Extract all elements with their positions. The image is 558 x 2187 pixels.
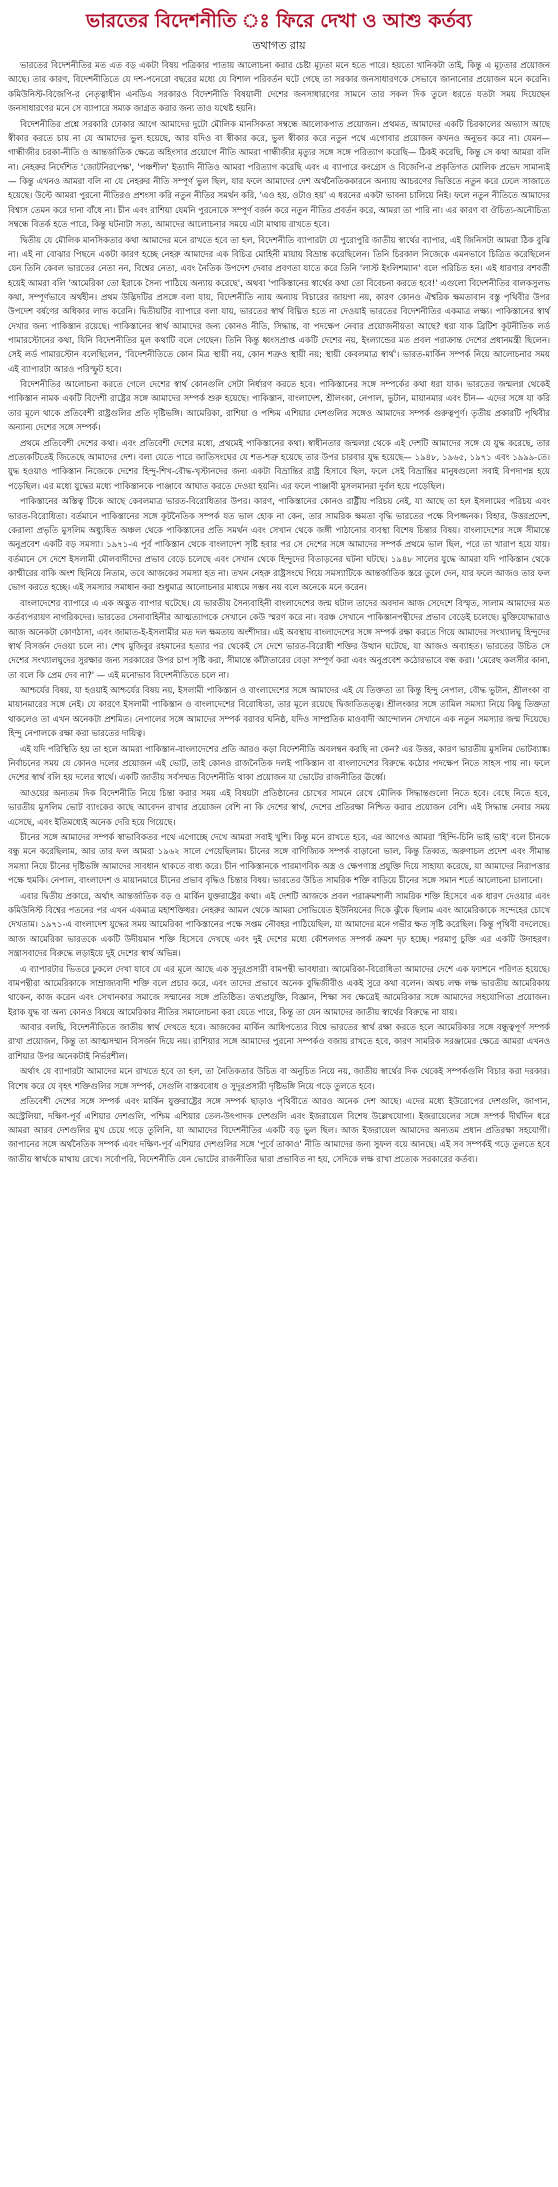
article-byline: তথাগত রায় bbox=[252, 39, 306, 52]
article-paragraph: পাকিস্তানের অস্তিত্ব টিকে আছে কেবলমাত্র ভারত-বিরোধিতার উপর। কারণ, পাকিস্তানের কোনও রাষ্ট্রীয় পরিচয় নেই, যা আছে তা হল ইসলামের পরিচয় এবং ভারত-বিরোধিতা। বর্তমানে পাকিস্তানের সঙ্গে কূটনৈতিক সম্পর্ক যত ভাল হোক না কেন, তার সামরিক ক্ষমতা বৃদ্ধি ভারতের পক্ষে বিপজ্জনক। বিহার, উত্তরপ্রদেশ, কেরালা প্রভৃতি মুসলিম অধ্যুষিত অঞ্চল থেকে পাকিস্তানের প্রতি সমর্থন এবং সেখান থেকে জঙ্গী পাঠানোর ব্যবস্থা বিশেষ চিন্তার বিষয়। বাংলাদেশের সঙ্গে সীমান্তে অনুপ্রবেশ একটি বড় সমস্যা। ১৯৭১-এ পূর্ব পাকিস্তান থেকে বাংলাদেশ সৃষ্টি হবার পর সে দেশের সঙ্গে আমাদের সম্পর্ক প্রথমে ভাল ছিল, পরে তা খারাপ হয়ে যায়। বর্তমানে সে দেশে ইসলামী মৌলবাদীদের প্রভাব বেড়ে চলেছে এবং সেখান থেকে হিন্দুদের বিতাড়নের ঘটনা ঘটছে। ১৯৪৮ সালের যুদ্ধে আমরা যদি পাকিস্তান থেকে কাশ্মীরের বাকি অংশ ছিনিয়ে নিতাম, তবে আজকের সমস্যা হত না। তখন নেহরু রাষ্ট্রসংঘে গিয়ে সমস্যাটিকে আন্তর্জাতিক স্তরে তুলে দেন, যার ফলে আজও তার ফল ভোগ করতে হচ্ছে। এই সমস্যার সমাধান করা শুধুমাত্র আলোচনার মাধ্যমে সম্ভব নয় বলে অনেকে মনে করেন। bbox=[8, 496, 550, 593]
article-paragraph: বাংলাদেশের ব্যাপারে এ এক অদ্ভুত ব্যাপার ঘটেছে। যে ভারতীয় সৈন্যবাহিনী বাংলাদেশের জন্ম ঘটাল তাদের অবদান আজ সেদেশে বিস্মৃত, সালাম আমাদের মত কর্তব্যপরায়ণ নাগরিকদের। ভারতের সেনাবাহিনীর আত্মত্যাগকে সেখানে কেউ স্মরণ করে না। বরঞ্চ সেখানে পাকিস্তানপন্থীদের প্রভাব বেড়েই চলেছে। মুক্তিযোদ্ধারাও আজ অনেকটা কোণঠাসা, এবং জামাত-ই-ইসলামীর মত দল ক্ষমতায় অংশীদার। এই অবস্থায় বাংলাদেশের সঙ্গে সম্পর্ক রক্ষা করতে গিয়ে আমাদের সংখ্যালঘু হিন্দুদের স্বার্থ বিসর্জন দেওয়া চলে না। শেখ মুজিবুর রহমানের হত্যার পর থেকেই সে দেশে ভারত-বিরোধী শক্তির উত্থান ঘটেছে, যা আজও অব্যাহত। ভারতের উচিত সে দেশের সংখ্যালঘুদের সুরক্ষার জন্য সরকারের উপর চাপ সৃষ্টি করা, সীমান্তে কাঁটাতারের বেড়া সম্পূর্ণ করা এবং অনুপ্রবেশ কঠোরভাবে বন্ধ করা। 'মেরেছ কলসীর কানা, তা বলে কি প্রেম দেব না?' — এই মনোভাব বিদেশনীতিতে চলে না। bbox=[8, 597, 550, 680]
article-paragraph: অর্থাৎ যে ব্যাপারটা আমাদের মনে রাখতে হবে তা হল, তা নৈতিকতার উচিত বা অনুচিত নিয়ে নয়, জাতীয় স্বার্থের দিক থেকেই সম্পর্কগুলি বিচার করা দরকার। বিশেষ করে যে বৃহৎ শক্তিগুলির সঙ্গে সম্পর্ক, সেগুলি বাস্তববোধ ও সুদূরপ্রসারী দৃষ্টিভঙ্গি নিয়ে গড়ে তুলতে হবে। bbox=[8, 1066, 550, 1091]
article-body bbox=[8, 58, 550, 1166]
article-paragraph: এ ব্যাপারটার ভিতরে ঢুকলে দেখা যাবে যে এর মূলে আছে এক সুদূরপ্রসারী বামপন্থী ভাবধারা। আমেরিকা-বিরোধিতা আমাদের দেশে এক ফ্যাশনে পরিণত হয়েছে। বামপন্থীরা আমেরিকাকে সাম্রাজ্যবাদী শক্তি বলে প্রচার করে, এবং তাদের প্রভাবে অনেক বুদ্ধিজীবীও একই সুরে কথা বলেন। অথচ লক্ষ লক্ষ ভারতীয় আমেরিকায় থাকেন, কাজ করেন এবং সেখানকার সমাজে সম্মানের সঙ্গে প্রতিষ্ঠিত। তথ্যপ্রযুক্তি, বিজ্ঞান, শিক্ষা সব ক্ষেত্রেই আমেরিকার সঙ্গে আমাদের সহযোগিতা প্রয়োজন। ইরাক যুদ্ধ বা অন্য কোনও বিষয়ে আমেরিকার নীতির সমালোচনা করা যেতে পারে, কিন্তু তা যেন আমাদের জাতীয় স্বার্থের বিরুদ্ধে না যায়। bbox=[8, 963, 550, 1017]
article-paragraph: প্রতিবেশী দেশের সঙ্গে সম্পর্ক এবং মার্কিন যুক্তরাষ্ট্রের সঙ্গে সম্পর্ক ছাড়াও পৃথিবীতে আরও অনেক দেশ আছে। এদের মধ্যে ইউরোপের দেশগুলি, জাপান, অস্ট্রেলিয়া, দক্ষিণ-পূর্ব এশিয়ার দেশগুলি, পশ্চিম এশিয়ার তেল-উৎপাদক দেশগুলি এবং ইজরায়েল বিশেষ উল্লেখযোগ্য। ইজরায়েলের সঙ্গে সম্পর্ক দীর্ঘদিন ধরে আমরা আরব দেশগুলির মুখ চেয়ে গড়ে তুলিনি, যা আমাদের বিদেশনীতির একটি বড় ভুল ছিল। আজ ইজরায়েল আমাদের অন্যতম প্রধান প্রতিরক্ষা সহযোগী। জাপানের সঙ্গে অর্থনৈতিক সম্পর্ক এবং দক্ষিণ-পূর্ব এশিয়ার দেশগুলির সঙ্গে 'পূর্বে তাকাও' নীতি আমাদের জন্য সুফল বয়ে আনছে। এই সব সম্পর্কই গড়ে তুলতে হবে জাতীয় স্বার্থকে মাথায় রেখে। সর্বোপরি, বিদেশনীতি যেন ভোটের রাজনীতির দ্বারা প্রভাবিত না হয়, সেদিকে লক্ষ রাখা প্রত্যেক সরকারের কর্তব্য। bbox=[8, 1096, 550, 1164]
article-paragraph: আওয়ের অন্যতম দিক বিদেশনীতি নিয়ে চিন্তা করার সময় এই বিষয়টা প্রতিষ্ঠানের চোখের সামনে রেখে মৌলিক সিদ্ধান্তগুলো নিতে হবে। বেছে নিতে হবে, ভারতীয় মুসলিম ভোট ব্যাংকের কাছে আবেদন রাখার প্রয়োজন বেশি না কি দেশের স্বার্থ, দেশের প্রতিরক্ষা নিশ্চিত করার প্রয়োজন বেশি। এই সিদ্ধান্ত নেবার সময় এসেছে, এবং ইতিমধ্যেই অনেক দেরি হয়ে গিয়েছে। bbox=[8, 787, 550, 827]
article-paragraph: চীনের সঙ্গে আমাদের সম্পর্ক স্বাভাবিকতর পথে এগোচ্ছে দেখে আমরা সবাই খুশি। কিন্তু মনে রাখতে হবে, এর আগেও আমরা 'হিন্দি-চিনি ভাই ভাই' বলে চীনকে বন্ধু মনে করেছিলাম, আর তার ফল আমরা ১৯৬২ সালে পেয়েছিলাম। চীনের সঙ্গে বাণিজ্যিক সম্পর্ক বাড়ানো ভাল, কিন্তু তিব্বত, অরুণাচল প্রদেশ এবং সীমান্ত সমস্যা নিয়ে চীনের দৃষ্টিভঙ্গি আমাদের সাবধান থাকতে বাধ্য করে। চীন পাকিস্তানকে পারমাণবিক অস্ত্র ও ক্ষেপণাস্ত্র প্রযুক্তি দিয়ে সাহায্য করেছে, যা আমাদের নিরাপত্তার পক্ষে হুমকি। নেপাল, বাংলাদেশ ও মায়ানমারে চীনের প্রভাব বৃদ্ধিও চিন্তার বিষয়। ভারতের উচিত সামরিক শক্তি বাড়িয়ে চীনের সঙ্গে সমান শর্তে আলোচনা চালানো। bbox=[8, 832, 551, 886]
article-paragraph: ভারতের বিদেশনীতির মত এত বড় একটা বিষয় পত্রিকার পাতায় আলোচনা করার চেষ্টা মূঢ়তা মনে হতে পারে। হয়তো খানিকটা তাই, কিন্তু এ মূঢ়তার প্রয়োজন আছে। তার কারণ, বিদেশনীতিতে যে দশ-পনেরো বছরের মধ্যে যে বিশাল পরিবর্তন ঘটে গেছে তা সরকার জনসাধারণকে সেভাবে জানানোর প্রয়োজন মনে করেনি। কমিউনিস্ট-বিজেপি-র নেতৃত্বাধীন এনডিএ সরকারও বিদেশনীতি বিষয়ালী দেশের জনসাধারণের সামনে তার সকল দিক তুলে ধরতে যতটা সময় দিয়েছেন জনসাধারণের মনে সে ব্যাপারে সম্যক জাগ্রত করার জন্য তাও যথেষ্ট হয়নি। bbox=[8, 60, 550, 114]
article-paragraph: আশ্চর্যের বিষয়, যা হওয়াই আশ্চর্যের বিষয় নয়, ইসলামী পাকিস্তান ও বাংলাদেশের সঙ্গে আমাদের এই যে তিক্ততা তা কিন্তু হিন্দু নেপাল, বৌদ্ধ ভুটান, শ্রীলংকা বা মায়ানমারের সঙ্গে নেই। যে কারণে ইসলামী পাকিস্তান ও বাংলাদেশের বিরোধিতা, তার মূলে রয়েছে দ্বিজাতিতত্ত্ব। শ্রীলংকার সঙ্গে তামিল সমস্যা নিয়ে কিছু তিক্ততা থাকলেও তা এখন অনেকটা প্রশমিত। নেপালের সঙ্গে আমাদের সম্পর্ক বরাবর ঘনিষ্ঠ, যদিও সাম্প্রতিক মাওবাদী আন্দোলন সেখানে এক নতুন সমস্যার জন্ম দিয়েছে। হিন্দু নেপালকে রক্ষা করা ভারতের দায়িত্ব। bbox=[8, 685, 550, 739]
article-paragraph: প্রথমে প্রতিবেশী দেশের কথা। এবং প্রতিবেশী দেশের মধ্যে, প্রথমেই পাকিস্তানের কথা। স্বাধীনতার জন্মলগ্ন থেকে এই দেশটি আমাদের সঙ্গে যে যুদ্ধ করেছে, তার প্রত্যেকটিতেই জিতেছে আমাদের দেশ। বলা যেতে পারে জাতিসংঘের যে শত-শত্রু হয়েছে তার উপর চারবার যুদ্ধ হয়েছে— ১৯৪৮, ১৯৬৫, ১৯৭১ এবং ১৯৯৯-তে। যুদ্ধ হওয়াও পাকিস্তান নিজেকে দেশের হিন্দু-শিখ-বৌদ্ধ-খৃস্টানদের জন্য একটা বিভ্রান্তির রাষ্ট্র হিসাবে ছিল, ফলে সেই বিভ্রান্তির মানুষগুলো সবাই বিপদাপন্ন হয়ে পড়েছিল। এর মধ্যে যুদ্ধের মধ্যে পাকিস্তানকে পাঞ্জাবে আঘাত করতে দেওয়া হয়নি। এর ফলে পাঞ্জাবী মুসলমানরা দুর্বল হয়ে পড়েছিল। bbox=[8, 437, 550, 491]
article-paragraph: দ্বিতীয় যে মৌলিক মানসিকতার কথা আমাদের মনে রাখতে হবে তা হল, বিদেশনীতি ব্যাপারটা যে পুরোপুরি জাতীয় স্বার্থের ব্যাপার, এই জিনিসটা আমরা ঠিক বুঝি না। এই না বোঝার পিছনে একটা কারণ হচ্ছে নেহরু আমাদের এক বিচিত্র মোহিনী মায়ায় বিভ্রান্ত করেছিলেন। তিনি চিরকাল নিজেকে এমনভাবে চিত্রিত করেছিলেন যেন তিনি কেবল ভারতের নেতা নন, বিশ্বের নেতা, এবং নৈতিক উপদেশ দেবার প্রবণতা যাতে করে তিনি 'লাস্ট ইংলিশম্যান' বলে পরিচিত হন। এই ধারণার বশবর্তী হয়েই আমরা বলি 'আমেরিকা তো ইরাকে সৈন্য পাঠিয়ে অন্যায় করেছে', অথবা 'পাকিস্তানের স্বার্থের কথা তো বিবেচনা করতে হবে!' এগুলো বিদেশনীতির বালকসুলভ কথা, সম্পূর্ণভাবে অর্থহীন। প্রথম উদ্ভিদটির প্রসঙ্গে বলা যায়, বিদেশনীতি ন্যায় অন্যায় বিচারের জায়গা নয়, কারণ কোনও ঐশ্বরিক ক্ষমতাবান বস্তু পৃথিবীর উপর উপদেশ বর্ষণের অধিকার লাভ করেনি। দ্বিতীয়টির ব্যাপারে বলা যায়, ভারতের স্বার্থ বিঘ্নিত হতে না দেওয়াই ভারতের বিদেশনীতির একমাত্র লক্ষ্য। পাকিস্তানের স্বার্থ দেখার জন্য পাকিস্তান রয়েছে। পাকিস্তানের স্বার্থ আমাদের জন্য কোনও নীতি, সিদ্ধান্ত, বা পদক্ষেপ নেবার প্রয়োজনীয়তা আছে? ধরা যাক ব্রিটিশ কূটনীতিক লর্ড পামারস্টোনের কথা, যিনি বিদেশনীতির মূল কথাটি বলে গেছেন। তিনি কিন্তু ধ্বংসপ্রাপ্ত একটি দেশের নয়, ইংল্যান্ডের মত প্রবল পরাক্রান্ত দেশের প্রধানমন্ত্রী ছিলেন। সেই লর্ড পামারস্টোন বলেছিলেন, 'বিদেশনীতিতে কোন মিত্র স্থায়ী নয়, কোন শত্রুও স্থায়ী নয়; স্থায়ী কেবলমাত্র স্বার্থ'। ভারত-মার্কিন সম্পর্ক নিয়ে আলোচনার সময় এই ব্যাপারটা আরও পরিস্ফুট হবে। bbox=[8, 234, 550, 374]
article-paragraph: আবার বলছি, বিদেশনীতিতে জাতীয় স্বার্থ দেখতে হবে। আজকের মার্কিন আধিপত্যের বিশ্বে ভারতের স্বার্থ রক্ষা করতে হলে আমেরিকার সঙ্গে বন্ধুত্বপূর্ণ সম্পর্ক রাখা প্রয়োজন, কিন্তু তা আত্মসম্মান বিসর্জন দিয়ে নয়। রাশিয়ার সঙ্গে আমাদের পুরনো সম্পর্কও বজায় রাখতে হবে, কারণ সামরিক সরঞ্জামের ক্ষেত্রে আমরা এখনও রাশিয়ার উপর অনেকটাই নির্ভরশীল। bbox=[8, 1022, 550, 1061]
article-headline: ভারতের বিদেশনীতি ঃ ফিরে দেখা ও আশু কর্তব্য bbox=[86, 10, 472, 32]
article-paragraph: বিদেশনীতির আলোচনা করতে গেলে দেশের স্বার্থ কোনগুলি সেটা নির্ধারণ করতে হবে। পাকিস্তানের সঙ্গে সম্পর্কের কথা ধরা যাক। ভারতের জন্মলগ্ন থেকেই পাকিস্তান নামক একটি বিদেশী রাষ্ট্রের সঙ্গে আমাদের সম্পর্ক শুরু হয়েছে। পাকিস্তান, বাংলাদেশ, শ্রীলংকা, নেপাল, ভুটান, মায়ানমার এবং চীন— এদের সঙ্গে যা করি তার মূলে থাকে প্রতিবেশী রাষ্ট্রগুলির প্রতি দৃষ্টিভঙ্গি। আমেরিকা, রাশিয়া ও পশ্চিম এশিয়ার দেশগুলির সঙ্গেও আমাদের সম্পর্ক গুরুত্বপূর্ণ। তৃতীয় প্রকারটি পৃথিবীর অন্যান্য দেশের সঙ্গে সম্পর্ক। bbox=[8, 379, 550, 433]
article-paragraph: এবার দ্বিতীয় প্রকারে, অর্থাৎ আন্তর্জাতিক বড় ও মার্কিন যুক্তরাষ্ট্রের কথা। এই দেশটি আজকে প্রবল পরাক্রমশালী সামরিক শক্তি হিসেবে এক ধারণ দেওয়ার এবং কমিউনিস্ট বিশ্বের পতনের পর এখন একমাত্র মহাশক্তিধর। নেহরুর আমল থেকে আমরা সোভিয়েত ইউনিয়নের দিকে ঝুঁকে ছিলাম এবং আমেরিকাকে সন্দেহের চোখে দেখতাম। ১৯৭১-এ বাংলাদেশ যুদ্ধের সময় আমেরিকা পাকিস্তানের পক্ষে সপ্তম নৌবহর পাঠিয়েছিল, যা আমাদের মনে গভীর ক্ষত সৃষ্টি করেছিল। কিন্তু পৃথিবী বদলেছে। আজ আমেরিকা ভারতকে একটি উদীয়মান শক্তি হিসেবে দেখছে এবং দুই দেশের মধ্যে কৌশলগত সম্পর্ক ক্রমশ দৃঢ় হচ্ছে। পরমাণু চুক্তি এর একটি উদাহরণ। সন্ত্রাসবাদের বিরুদ্ধে লড়াইয়ে দুই দেশের স্বার্থ অভিন্ন। bbox=[8, 890, 550, 959]
article-paragraph: এই যদি পরিস্থিতি হয় তা হলে আমরা পাকিস্তান-বাংলাদেশের প্রতি আরও কড়া বিদেশনীতি অবলম্বন করছি না কেন? এর উত্তর, কারণ ভারতীয় মুসলিম ভোটব্যাঙ্ক। নির্বাচনের সময় যে কোনও দলের প্রয়োজন এই ভোট, তাই কোনও রাজনৈতিক দলই পাকিস্তান বা বাংলাদেশের বিরুদ্ধে কঠোর পদক্ষেপ নিতে সাহস পায় না। ফলে দেশের স্বার্থ বলি হয় দলের স্বার্থে। একটি জাতীয় সর্বসম্মত বিদেশনীতি থাকা প্রয়োজন যা ভোটের রাজনীতির ঊর্ধ্বে। bbox=[8, 743, 550, 783]
article-paragraph: বিদেশনীতির প্রশ্নে সরকারি ঢোকার আগে আমাদের দুটো মৌলিক মানসিকতা সম্বন্ধে আলোকপাত প্রয়োজন। প্রথমত, আমাদের একটি চিরকালের অভ্যাস আছে স্বীকার করতে চায় না যে আমাদের ভুল হয়েছে, আর যদিও বা স্বীকার করে, ভুল স্বীকার করে নতুন পথে এগোবার প্রয়োজন কখনও অনুভব করে না। যেমন— গান্ধীজীর চরকা-নীতি ও আন্তর্জাতিক ক্ষেত্রে অহিংসার প্রয়োগে নীতি আমরা গান্ধীজীর মৃত্যুর সঙ্গে সঙ্গে পরিত্যাগ করেছি— ঠিকই করেছি, কিন্তু সে কথা আমরা বলি না। নেহরুর নির্দেশিত 'জোটনিরপেক্ষ', 'পঞ্চশীল' ইত্যাদি নীতিও আমরা পরিত্যাগ করেছি এবং এ ব্যাপারে কংগ্রেস ও বিজেপি-র প্রকৃতিগত মোলিক প্রভেদ সামান্যই— কিন্তু এখনও আমরা বলি না যে নেহরুর নীতি সম্পূর্ণ ভুল ছিল, যার ফলে আমাদের দেশ অর্থনৈতিককারনে অন্যায় আচরণের ভিত্তিতে নতুন করে ঢেলে সাজাতে হয়েছে। উল্টে আমরা পুরনো নীতিরও প্রশংসা করি নতুন নীতির সমর্থন করি, 'এও হয়, ওটাও হয়' এ ধরনের একটা ভাবনা চালিয়ে নিই। ফলে নতুন নীতিতে আমাদের বিশ্বাস তেমন করে দানা বাঁধে না। চীন এবং রাশিয়া যেমনি পুরনোকে সম্পূর্ণ বর্জন করে নতুন নীতির প্রবর্তন করে, আমরা তা পারি না। এর কারণ বা ঔচিত্য-অনৌচিত্য সম্বন্ধে বিতর্ক হতে পারে, কিন্তু ঘটনাটা সত্য, আমাদের আলোচনার সময়ে এটা মাথায় রাখতে হবে। bbox=[8, 118, 550, 229]
